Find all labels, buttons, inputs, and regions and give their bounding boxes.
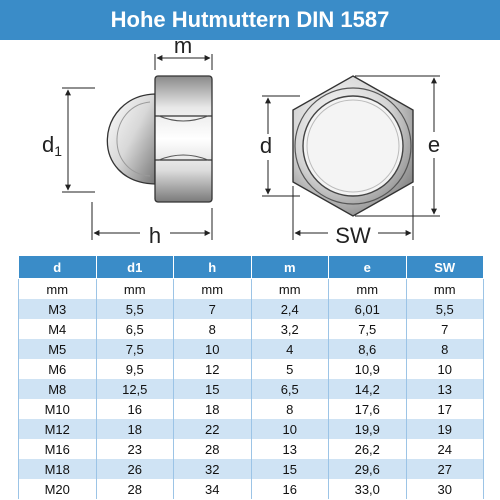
table-header-row xyxy=(19,256,484,279)
cap-dome-shape xyxy=(107,94,155,184)
svg-text:d1 xyxy=(42,132,62,159)
table-cell: 3,2 xyxy=(251,319,329,339)
table-cell: 5,5 xyxy=(96,299,174,319)
table-cell: 12 xyxy=(174,359,252,379)
table-row xyxy=(19,419,484,439)
table-cell: 16 xyxy=(96,399,174,419)
table-cell: 18 xyxy=(96,419,174,439)
table-cell: mm xyxy=(19,279,97,300)
dim-label-e: e xyxy=(427,132,441,157)
table-cell: 17,6 xyxy=(329,399,407,419)
table-cell: 24 xyxy=(406,439,484,459)
cap-nut-drawing-svg xyxy=(0,40,500,252)
table-row xyxy=(19,479,484,499)
table-cell: 29,6 xyxy=(329,459,407,479)
table-row xyxy=(19,299,484,319)
table-cell: 6,5 xyxy=(96,319,174,339)
dimension-table xyxy=(18,255,484,499)
table-row xyxy=(19,399,484,419)
table-cell: 8 xyxy=(174,319,252,339)
table-cell: 7 xyxy=(174,299,252,319)
table-cell: 17 xyxy=(406,399,484,419)
table-cell: 7,5 xyxy=(96,339,174,359)
table-cell: 28 xyxy=(96,479,174,499)
column-header-h: h xyxy=(174,256,252,279)
page-title: Hohe Hutmuttern DIN 1587 xyxy=(0,0,500,40)
table-cell: 15 xyxy=(251,459,329,479)
table-cell: 19,9 xyxy=(329,419,407,439)
table-cell: 26,2 xyxy=(329,439,407,459)
table-cell: 5,5 xyxy=(406,299,484,319)
table-cell: 6,5 xyxy=(251,379,329,399)
table-row xyxy=(19,359,484,379)
column-header-d1: d1 xyxy=(96,256,174,279)
dome-top-view xyxy=(303,96,403,196)
dim-label-m: m xyxy=(173,40,193,58)
table-cell: 8 xyxy=(251,399,329,419)
units-row xyxy=(19,279,484,300)
table-cell: 10 xyxy=(251,419,329,439)
dim-label-h: h xyxy=(148,223,162,248)
table-cell: mm xyxy=(96,279,174,300)
table-cell: 12,5 xyxy=(96,379,174,399)
dim-label-d1-subscript: 1 xyxy=(54,143,63,159)
dim-label-sw: SW xyxy=(335,223,371,248)
table-cell: 33,0 xyxy=(329,479,407,499)
table-cell: M4 xyxy=(19,319,97,339)
table-cell: 7,5 xyxy=(329,319,407,339)
table-cell: M18 xyxy=(19,459,97,479)
table-cell: 10 xyxy=(406,359,484,379)
table-cell: 16 xyxy=(251,479,329,499)
table-cell: M5 xyxy=(19,339,97,359)
table-cell: 7 xyxy=(406,319,484,339)
table-cell: M8 xyxy=(19,379,97,399)
table-cell: 19 xyxy=(406,419,484,439)
table-cell: 5 xyxy=(251,359,329,379)
table-cell: 22 xyxy=(174,419,252,439)
table-cell: mm xyxy=(251,279,329,300)
dim-label-d: d xyxy=(259,133,273,158)
table-cell: 13 xyxy=(406,379,484,399)
table-cell: 15 xyxy=(174,379,252,399)
table-cell: M20 xyxy=(19,479,97,499)
table-cell: 28 xyxy=(174,439,252,459)
table-cell: M6 xyxy=(19,359,97,379)
hex-body-side xyxy=(155,76,212,202)
table-row xyxy=(19,319,484,339)
table-cell: 26 xyxy=(96,459,174,479)
table-row xyxy=(19,339,484,359)
table-cell: 27 xyxy=(406,459,484,479)
column-header-d: d xyxy=(19,256,97,279)
table-cell: 23 xyxy=(96,439,174,459)
table-cell: M12 xyxy=(19,419,97,439)
table-cell: 34 xyxy=(174,479,252,499)
table-row xyxy=(19,439,484,459)
table-cell: mm xyxy=(174,279,252,300)
table-cell: 13 xyxy=(251,439,329,459)
table-cell: 32 xyxy=(174,459,252,479)
column-header-sw: SW xyxy=(406,256,484,279)
table-row xyxy=(19,379,484,399)
dim-label-d1: d xyxy=(41,132,55,157)
column-header-e: e xyxy=(329,256,407,279)
table-cell: 14,2 xyxy=(329,379,407,399)
table-cell: 2,4 xyxy=(251,299,329,319)
column-header-m: m xyxy=(251,256,329,279)
table-cell: 9,5 xyxy=(96,359,174,379)
table-cell: 6,01 xyxy=(329,299,407,319)
table-row xyxy=(19,459,484,479)
table-cell: 10,9 xyxy=(329,359,407,379)
table-cell: M3 xyxy=(19,299,97,319)
table-cell: mm xyxy=(329,279,407,300)
table-cell: M16 xyxy=(19,439,97,459)
technical-drawing xyxy=(0,40,500,252)
table-cell: M10 xyxy=(19,399,97,419)
table-cell: 30 xyxy=(406,479,484,499)
table-cell: 18 xyxy=(174,399,252,419)
table-cell: mm xyxy=(406,279,484,300)
table-cell: 8 xyxy=(406,339,484,359)
table-cell: 4 xyxy=(251,339,329,359)
table-cell: 10 xyxy=(174,339,252,359)
table-cell: 8,6 xyxy=(329,339,407,359)
